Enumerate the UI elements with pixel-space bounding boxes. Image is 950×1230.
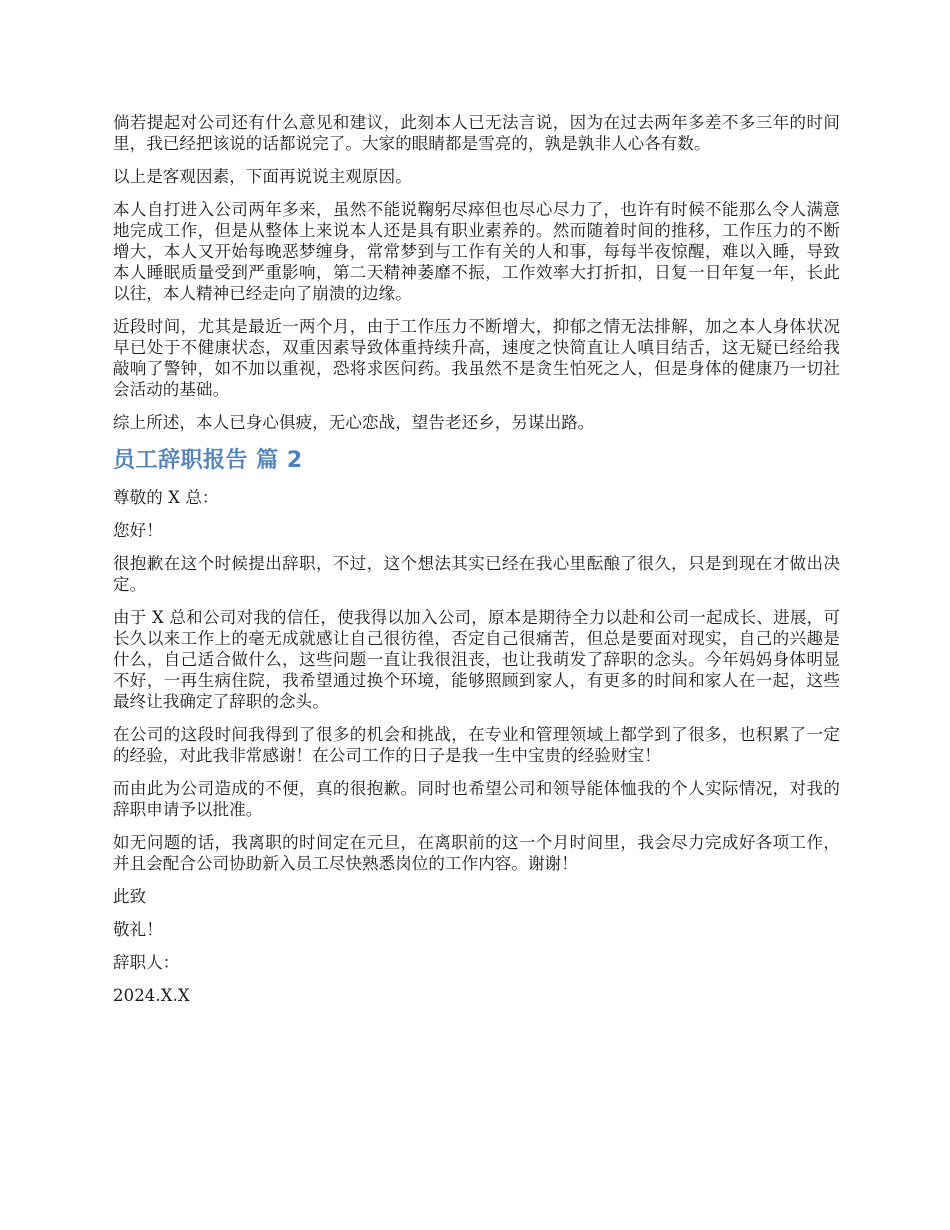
document-page	[113, 112, 840, 1018]
closing-salute: 敬礼！	[113, 920, 163, 939]
paragraph-request: 而由此为公司造成的不便，真的很抱歉。同时也希望公司和领导能体恤我的个人实际情况，对我的辞职申请予以批准。	[113, 779, 840, 819]
signature-label: 辞职人：	[113, 953, 180, 972]
paragraph-objective-factors: 以上是客观因素，下面再说说主观原因。	[113, 167, 412, 186]
section-heading: 员工辞职报告 篇 2	[113, 448, 303, 473]
paragraph-apology: 很抱歉在这个时候提出辞职，不过，这个想法其实已经在我心里酝酿了很久，只是到现在才做出决定。	[113, 554, 840, 594]
paragraph-reasons: 由于 X 总和公司对我的信任，使我得以加入公司，原本是期待全力以赴和公司一起成长、进展，可长久以来工作上的毫无成就感让自己很彷徨，否定自己很痛苦，但总是要面对现实，自己的兴趣是什么，自己适合做什么，这些问题一直让我很沮丧，也让我萌发了辞职的念头。今年妈妈身体明显不好，一再生病住院，我希望通过换个环境，能够照顾到家人，有更多的时间和家人在一起，这些最终让我确定了辞职的念头。	[113, 608, 840, 711]
paragraph-conclusion: 综上所述，本人已身心俱疲，无心恋战，望告老还乡，另谋出路。	[113, 413, 595, 432]
greeting: 您好！	[113, 521, 163, 540]
paragraph-handover: 如无问题的话，我离职的时间定在元旦，在离职前的这一个月时间里，我会尽力完成好各项工作，并且会配合公司协助新入员工尽快熟悉岗位的工作内容。谢谢！	[113, 833, 840, 873]
closing-line: 此致	[113, 887, 147, 906]
paragraph-work-pressure: 本人自打进入公司两年多来，虽然不能说鞠躬尽瘁但也尽心尽力了，也许有时候不能那么令人满意地完成工作，但是从整体上来说本人还是具有职业素养的。然而随着时间的推移，工作压力的不断增大，本人又开始每晚恶梦缠身，常常梦到与工作有关的人和事，每每半夜惊醒，难以入睡，导致本人睡眠质量受到严重影响，第二天精神萎靡不振，工作效率大打折扣，日复一日年复一年，长此以往，本人精神已经走向了崩溃的边缘。	[113, 200, 840, 303]
paragraph-opinions: 倘若提起对公司还有什么意见和建议，此刻本人已无法言说，因为在过去两年多差不多三年的时间里，我已经把该说的话都说完了。大家的眼睛都是雪亮的，孰是孰非人心各有数。	[113, 113, 840, 153]
date-line: 2024.X.X	[113, 986, 190, 1005]
paragraph-health: 近段时间，尤其是最近一两个月，由于工作压力不断增大，抑郁之情无法排解，加之本人身体状况早已处于不健康状态，双重因素导致体重持续升高，速度之快简直让人嗔目结舌，这无疑已经给我敲响了警钟，如不加以重视，恐将求医问药。我虽然不是贪生怕死之人，但是身体的健康乃一切社会活动的基础。	[113, 317, 840, 399]
paragraph-gratitude: 在公司的这段时间我得到了很多的机会和挑战，在专业和管理领域上都学到了很多，也积累了一定的经验，对此我非常感谢！在公司工作的日子是我一生中宝贵的经验财宝！	[113, 725, 840, 765]
salutation: 尊敬的 X 总：	[113, 488, 219, 507]
